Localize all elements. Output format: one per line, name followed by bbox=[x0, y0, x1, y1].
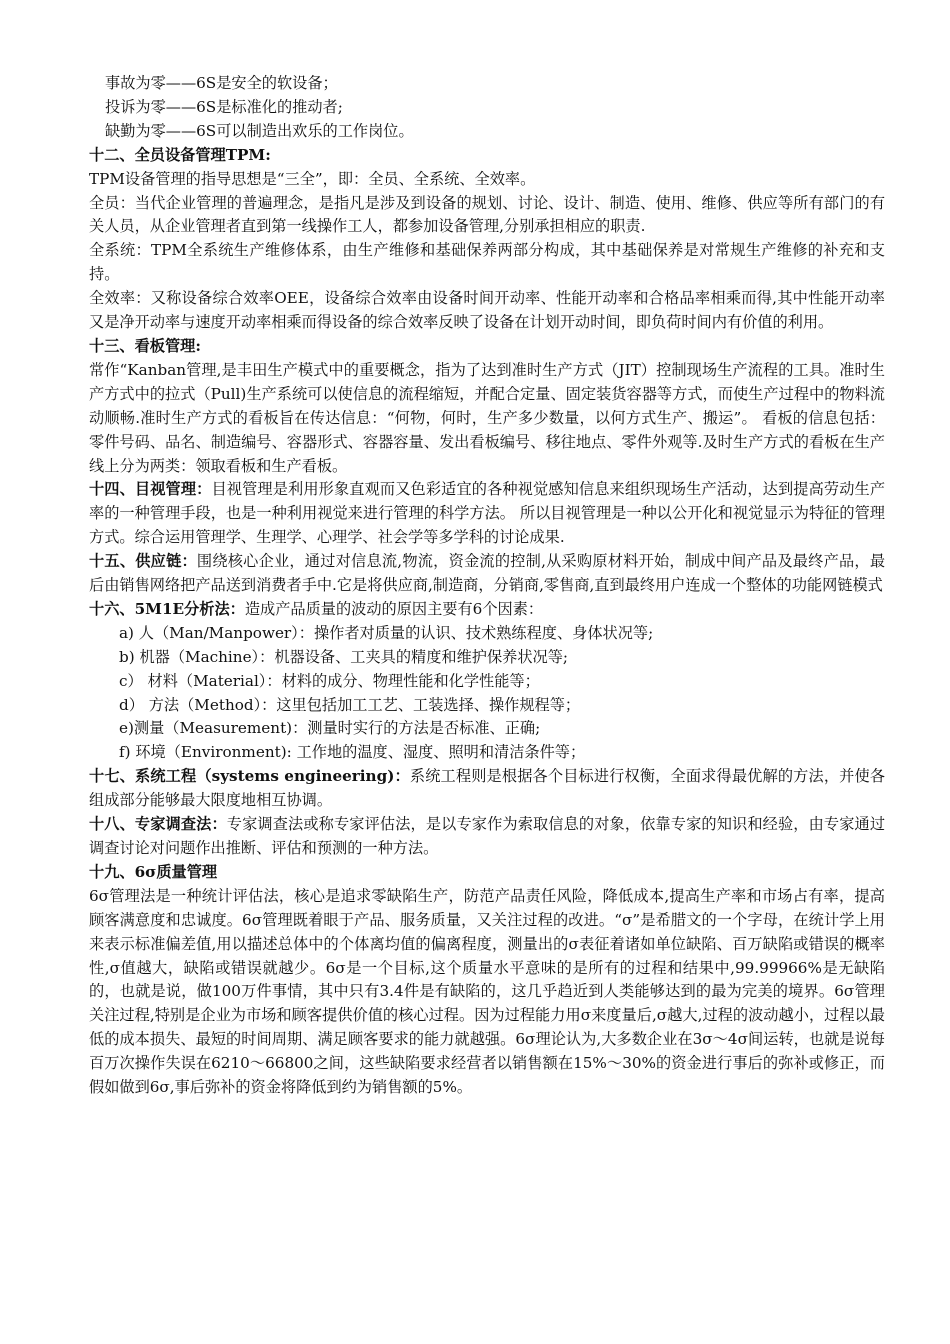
list-item: a) 人（Man/Manpower）：操作者对质量的认识、技术熟练程度、身体状况等; bbox=[119, 623, 654, 642]
section-heading: 十六、5M1E分析法： bbox=[89, 599, 245, 618]
section-text: 专家调查法或称专家评估法，是以专家作为索取信息的对象，依靠专家的知识和经验，由专家通过调查讨论对问题作出推断、评估和预测的一种方法。 bbox=[89, 815, 886, 857]
paragraph: 全效率：又称设备综合效率OEE，设备综合效率由设备时间开动率、性能开动率和合格品率相乘而得,其中性能开动率又是净开动率与速度开动率相乘而得设备的综合效率反映了设备在计划开动时间，即负荷时间内有价值的利用。 bbox=[89, 289, 885, 332]
paragraph: TPM设备管理的指导思想是“三全”，即：全员、全系统、全效率。 bbox=[89, 169, 536, 188]
section-text: 造成产品质量的波动的原因主要有6个因素： bbox=[244, 599, 544, 618]
intro-line: 事故为零——6S是安全的软设备； bbox=[105, 74, 338, 92]
section-visual-management bbox=[89, 478, 885, 550]
paragraph: 常作“Kanban管理,是丰田生产模式中的重要概念，指为了达到准时生产方式（JIT）控制现场生产流程的工具。准时生产方式中的拉式（Pull)生产系统可以使信息的流程缩短，并配合定量、固定装货容器等方式，而使生产过程中的物料流动顺畅.准时生产方式的看板旨在传达信息：“何物，何时，生产多少数量，以何方式生产、搬运”。 看板的信息包括：零件号码、品名、制造编号、容器形式、容器容量、发出看板编号、移往地点、零件外观等.及时生产方式的看板在生产线上分为两类：领取看板和生产看板。 bbox=[89, 360, 885, 475]
section-supply-chain bbox=[89, 550, 885, 598]
paragraph: 6σ管理法是一种统计评估法，核心是追求零缺陷生产，防范产品责任风险，降低成本,提高生产率和市场占有率，提高顾客满意度和忠诚度。6σ管理既着眼于产品、服务质量，又关注过程的改进。“σ”是希腊文的一个字母，在统计学上用来表示标准偏差值,用以描述总体中的个体离均值的偏离程度，测量出的σ表征着诸如单位缺陷、百万缺陷或错误的概率性,σ值越大，缺陷或错误就越少。6σ是一个目标,这个质量水平意味的是所有的过程和结果中,99.99966%是无缺陷的，也就是说，做100万件事情，其中只有3.4件是有缺陷的，这几乎趋近到人类能够达到的最为完美的境界。6σ管理关注过程,特别是企业为市场和顾客提供价值的核心过程。因为过程能力用σ来度量后,σ越大,过程的波动越小，过程以最低的成本损失、最短的时间周期、满足顾客要求的能力就越强。6σ理论认为,大多数企业在3σ～4σ间运转，也就是说每百万次操作失误在6210～66800之间，这些缺陷要求经营者以销售额在15%～30%的资金进行事后的弥补或修正，而假如做到6σ,事后弥补的资金将降低到约为销售额的5%。 bbox=[89, 886, 885, 1097]
section-heading-kanban: 十三、看板管理: bbox=[89, 336, 201, 355]
list-item: c） 材料（Material）：材料的成分、物理性能和化学性能等； bbox=[119, 671, 540, 690]
section-text: 目视管理是利用形象直观而又色彩适宜的各种视觉感知信息来组织现场生产活动，达到提高劳动生产率的一种管理手段，也是一种利用视觉来进行管理的科学方法。 所以目视管理是一种以公开化和视觉显示为特征的管理方式。综合运用管理学、生理学、心理学、社会学等多学科的讨论成果. bbox=[89, 480, 886, 547]
list-item: b) 机器（Machine）：机器设备、工夹具的精度和维护保养状况等; bbox=[119, 647, 569, 666]
section-systems-engineering bbox=[89, 765, 885, 813]
paragraph: 全员：当代企业管理的普遍理念，是指凡是涉及到设备的规划、讨论、设计、制造、使用、维修、供应等所有部门的有关人员，从企业管理者直到第一线操作工人，都参加设备管理,分别承担相应的职责. bbox=[89, 193, 885, 236]
section-heading: 十七、系统工程（systems engineering)： bbox=[89, 767, 410, 786]
section-expert-survey bbox=[89, 813, 885, 861]
section-text: 围绕核心企业，通过对信息流,物流，资金流的控制,从采购原材料开始，制成中间产品及最终产品，最后由销售网络把产品送到消费者手中.它是将供应商,制造商，分销商,零售商,直到最终用户连成一个整体的功能网链模式 bbox=[89, 552, 886, 595]
section-5m1e bbox=[89, 598, 885, 622]
section-heading: 十四、目视管理： bbox=[89, 480, 212, 499]
section-heading: 十五、供应链： bbox=[89, 552, 197, 571]
section-heading-tpm: 十二、全员设备管理TPM: bbox=[89, 145, 271, 164]
paragraph: 全系统：TPM全系统生产维修体系，由生产维修和基础保养两部分构成，其中基础保养是对常规生产维修的补充和支持。 bbox=[89, 241, 885, 284]
document-page bbox=[89, 72, 885, 1100]
intro-line: 缺勤为零——6S可以制造出欢乐的工作岗位。 bbox=[105, 121, 414, 140]
section-heading-six-sigma: 十九、6σ质量管理 bbox=[89, 862, 218, 881]
section-text: 系统工程则是根据各个目标进行权衡，全面求得最优解的方法，并使各组成部分能够最大限度地相互协调。 bbox=[89, 767, 886, 810]
section-heading: 十八、专家调查法： bbox=[89, 815, 227, 834]
list-item: e)测量（Measurement)：测量时实行的方法是否标准、正确; bbox=[119, 719, 541, 738]
list-item: d） 方法（Method）：这里包括加工工艺、工装选择、操作规程等； bbox=[119, 695, 581, 714]
intro-line: 投诉为零——6S是标准化的推动者; bbox=[105, 97, 343, 116]
list-item: f) 环境（Environment): 工作地的温度、湿度、照明和清洁条件等； bbox=[119, 743, 586, 762]
